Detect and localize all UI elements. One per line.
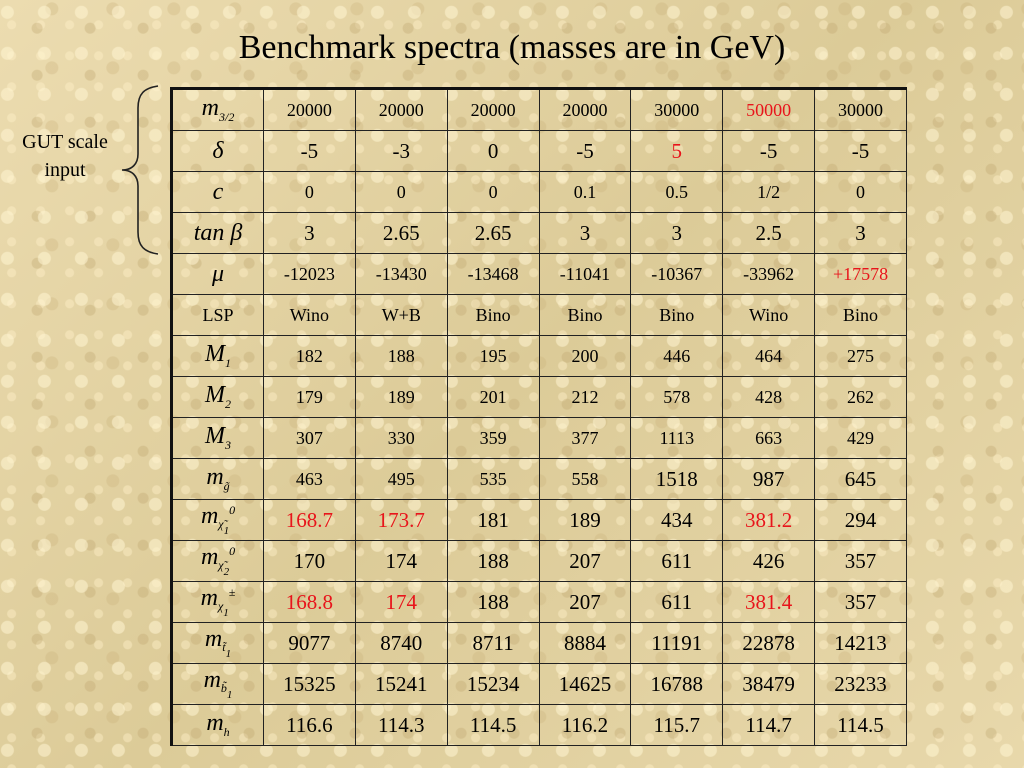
table-cell: 1518: [631, 459, 723, 500]
subscript-symbol: h: [223, 724, 230, 739]
table-cell: -12023: [264, 254, 356, 295]
subscript-symbol: χ̃: [218, 558, 224, 573]
table-cell: 15234: [447, 664, 539, 705]
table-cell: 262: [815, 377, 907, 418]
row-label-tanbeta: [172, 213, 264, 254]
table-cell: Bino: [631, 295, 723, 336]
row-symbol: m: [206, 710, 224, 737]
table-cell: 170: [264, 541, 356, 582]
table-cell: 11191: [631, 623, 723, 664]
table-cell: -33962: [723, 254, 815, 295]
table-cell: 182: [264, 336, 356, 377]
row-symbol: m: [201, 95, 219, 122]
table-cell: 495: [355, 459, 447, 500]
table-cell: Bino: [815, 295, 907, 336]
row-symbol: tan β: [193, 219, 243, 246]
subscript-index: 2: [223, 566, 230, 579]
table-cell: 212: [539, 377, 631, 418]
row-symbol: M: [205, 341, 225, 368]
table-cell: 179: [264, 377, 356, 418]
table-cell: 330: [355, 418, 447, 459]
table-cell: 0: [447, 131, 539, 172]
table-cell: 611: [631, 541, 723, 582]
table-row-mt1: [172, 623, 907, 664]
table-cell: 3: [264, 213, 356, 254]
table-cell: 20000: [539, 89, 631, 131]
table-cell: 307: [264, 418, 356, 459]
table-row-c: [172, 172, 907, 213]
row-symbol-subscript: [217, 599, 229, 620]
table-cell: 463: [264, 459, 356, 500]
table-cell: -10367: [631, 254, 723, 295]
table-cell: Wino: [264, 295, 356, 336]
table-cell: 8740: [355, 623, 447, 664]
table-row-mh: [172, 705, 907, 746]
table-cell: 558: [539, 459, 631, 500]
row-label-mchi10: [172, 500, 264, 541]
table-cell: 357: [815, 582, 907, 623]
table-cell: 0.1: [539, 172, 631, 213]
row-label-delta: [172, 131, 264, 172]
table-cell: -5: [264, 131, 356, 172]
table-cell: 9077: [264, 623, 356, 664]
table-cell: 188: [355, 336, 447, 377]
table-cell: 5: [631, 131, 723, 172]
table-cell: 50000: [723, 89, 815, 131]
table-cell: +17578: [815, 254, 907, 295]
table-cell: 173.7: [355, 500, 447, 541]
gut-label-line1: GUT scale: [22, 131, 108, 153]
table-cell: 20000: [447, 89, 539, 131]
row-symbol: M: [205, 423, 225, 450]
table-cell: 181: [447, 500, 539, 541]
row-symbol: m: [200, 502, 219, 529]
row-label-mb1: [172, 664, 264, 705]
table-cell: 535: [447, 459, 539, 500]
row-symbol-subscript: [220, 681, 233, 702]
table-cell: 188: [447, 541, 539, 582]
curly-brace-icon: [118, 84, 162, 256]
table-cell: 294: [815, 500, 907, 541]
table-cell: W+B: [355, 295, 447, 336]
table-cell: 377: [539, 418, 631, 459]
table-cell: 428: [723, 377, 815, 418]
table-cell: -5: [539, 131, 631, 172]
table-cell: 116.6: [264, 705, 356, 746]
table-row-mb1: [172, 664, 907, 705]
table-cell: 14213: [815, 623, 907, 664]
page-title: Benchmark spectra (masses are in GeV): [238, 29, 786, 66]
row-label-mu: [172, 254, 264, 295]
table-cell: Bino: [447, 295, 539, 336]
table-cell: 663: [723, 418, 815, 459]
table-cell: 8711: [447, 623, 539, 664]
table-cell: 1113: [631, 418, 723, 459]
table-cell: 426: [723, 541, 815, 582]
table-cell: -13468: [447, 254, 539, 295]
table-cell: 381.2: [723, 500, 815, 541]
table-cell: 275: [815, 336, 907, 377]
table-cell: 429: [815, 418, 907, 459]
table-cell: 0: [815, 172, 907, 213]
row-label-m32: [172, 89, 264, 131]
table-cell: 38479: [723, 664, 815, 705]
table-row-M3: [172, 418, 907, 459]
table-row-mchi20: [172, 541, 907, 582]
table-cell: 114.5: [815, 705, 907, 746]
subscript-symbol: b̃: [220, 681, 227, 696]
table-cell: 464: [723, 336, 815, 377]
table-cell: 115.7: [631, 705, 723, 746]
row-symbol-subscript: [218, 558, 230, 579]
row-symbol-subscript: [224, 725, 230, 739]
table-row-lsp: [172, 295, 907, 336]
table-cell: 207: [539, 541, 631, 582]
row-symbol-superscript: ±: [228, 584, 236, 599]
row-symbol: LSP: [202, 304, 234, 325]
row-symbol: m: [200, 584, 218, 611]
row-symbol-subscript: [225, 438, 231, 452]
table-cell: 446: [631, 336, 723, 377]
table-cell: 16788: [631, 664, 723, 705]
row-label-c: [172, 172, 264, 213]
table-row-mchi10: [172, 500, 907, 541]
table-cell: Bino: [539, 295, 631, 336]
subscript-symbol: g̃: [223, 478, 230, 493]
table-cell: 359: [447, 418, 539, 459]
table-cell: 23233: [815, 664, 907, 705]
row-symbol-superscript: 0: [229, 543, 236, 558]
table-cell: 434: [631, 500, 723, 541]
table-row-m32: [172, 89, 907, 131]
row-symbol: m: [206, 464, 224, 491]
table-cell: 357: [815, 541, 907, 582]
table-cell: Wino: [723, 295, 815, 336]
table-cell: 189: [355, 377, 447, 418]
table-cell: -5: [815, 131, 907, 172]
row-symbol: M: [205, 382, 225, 409]
table-cell: 1/2: [723, 172, 815, 213]
table-cell: 116.2: [539, 705, 631, 746]
subscript-symbol: t̃: [222, 640, 226, 655]
table-cell: 8884: [539, 623, 631, 664]
subscript-symbol: 1: [225, 355, 231, 370]
subscript-symbol: χ̃: [218, 517, 224, 532]
table-cell: 3: [539, 213, 631, 254]
table-cell: 174: [355, 541, 447, 582]
table-cell: 0: [355, 172, 447, 213]
table-cell: 611: [631, 582, 723, 623]
table-cell: 189: [539, 500, 631, 541]
table-row-M2: [172, 377, 907, 418]
table-cell: -5: [723, 131, 815, 172]
table-cell: 0.5: [631, 172, 723, 213]
row-label-M3: [172, 418, 264, 459]
table-row-tanbeta: [172, 213, 907, 254]
table-cell: 200: [539, 336, 631, 377]
table-row-mu: [172, 254, 907, 295]
table-row-M1: [172, 336, 907, 377]
subscript-symbol: 3: [225, 437, 231, 452]
row-symbol-subscript: [225, 356, 231, 370]
table-cell: 645: [815, 459, 907, 500]
table-cell: 168.8: [264, 582, 356, 623]
table-cell: -3: [355, 131, 447, 172]
row-label-mgluino: [172, 459, 264, 500]
table-cell: 207: [539, 582, 631, 623]
row-symbol-subscript: [222, 640, 232, 661]
gut-label-line2: input: [44, 159, 86, 181]
benchmark-spectra-table: [170, 87, 907, 746]
table-row-delta: [172, 131, 907, 172]
row-symbol: m: [204, 625, 223, 652]
table-cell: 381.4: [723, 582, 815, 623]
table-cell: 20000: [264, 89, 356, 131]
row-label-mchi1pm: [172, 582, 264, 623]
table-cell: 3: [815, 213, 907, 254]
row-label-mt1: [172, 623, 264, 664]
row-symbol: m: [200, 543, 219, 570]
row-symbol: μ: [211, 260, 225, 287]
table-cell: 20000: [355, 89, 447, 131]
table-cell: 22878: [723, 623, 815, 664]
subscript-symbol: 2: [225, 396, 231, 411]
row-symbol-subscript: [225, 397, 231, 411]
subscript-index: 1: [225, 648, 232, 661]
subscript-index: 1: [223, 525, 230, 538]
table-cell: 2.65: [447, 213, 539, 254]
table-cell: 188: [447, 582, 539, 623]
table-cell: 15325: [264, 664, 356, 705]
table-cell: 114.3: [355, 705, 447, 746]
table-cell: 2.65: [355, 213, 447, 254]
table-cell: 30000: [631, 89, 723, 131]
subscript-symbol: χ: [217, 599, 224, 614]
row-label-mchi20: [172, 541, 264, 582]
table-cell: 15241: [355, 664, 447, 705]
table-cell: 3: [631, 213, 723, 254]
table-cell: 168.7: [264, 500, 356, 541]
table-cell: 30000: [815, 89, 907, 131]
table-cell: 2.5: [723, 213, 815, 254]
row-symbol-subscript: [224, 479, 230, 493]
subscript-index: 1: [226, 689, 233, 702]
table-cell: 0: [447, 172, 539, 213]
table-row-mchi1pm: [172, 582, 907, 623]
row-label-M2: [172, 377, 264, 418]
row-symbol-subscript: [218, 517, 230, 538]
table-cell: 201: [447, 377, 539, 418]
table-row-mgluino: [172, 459, 907, 500]
row-symbol-subscript: [219, 110, 234, 124]
table-cell: 0: [264, 172, 356, 213]
table-cell: -13430: [355, 254, 447, 295]
gut-scale-input-label: [6, 128, 124, 184]
table-cell: 174: [355, 582, 447, 623]
subscript-index: 1: [223, 607, 229, 620]
row-label-mh: [172, 705, 264, 746]
row-symbol: m: [203, 666, 221, 693]
row-symbol: δ: [212, 137, 224, 164]
table-cell: 987: [723, 459, 815, 500]
row-label-lsp: [172, 295, 264, 336]
table-cell: 14625: [539, 664, 631, 705]
table-cell: -11041: [539, 254, 631, 295]
subscript-symbol: 3/2: [219, 109, 235, 124]
table-cell: 578: [631, 377, 723, 418]
row-symbol-superscript: 0: [229, 502, 236, 517]
table-cell: 195: [447, 336, 539, 377]
table-cell: 114.5: [447, 705, 539, 746]
table-cell: 114.7: [723, 705, 815, 746]
row-label-M1: [172, 336, 264, 377]
row-symbol: c: [212, 178, 224, 205]
